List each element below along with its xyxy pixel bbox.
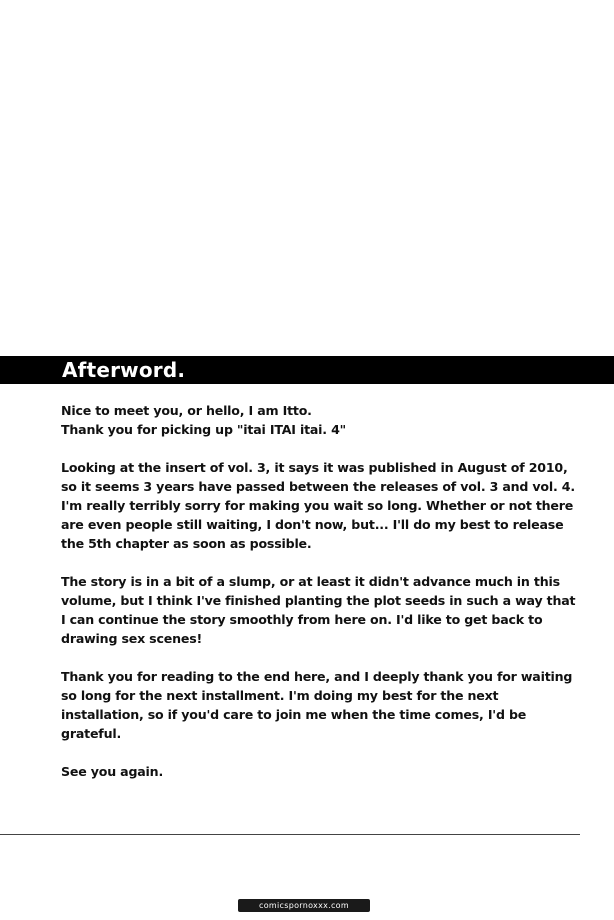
afterword-paragraph-greeting	[61, 401, 581, 439]
afterword-paragraph-release: Looking at the insert of vol. 3, it says it was published in August of 2010, so it seems 3 years have passed between the releases of vol. 3 and vol. 4. I'm really terribly sorry for making you wait so long. Whether or not there are even people still waiting, I don't now, but... I'll do my best to release the 5th chapter as soon as possible.	[61, 460, 575, 551]
afterword-paragraph-thanks: Thank you for reading to the end here, and I deeply thank you for waiting so long for the next installment. I'm doing my best for the next installation, so if you'd care to join me when the time comes, I'd be grateful.	[61, 669, 573, 741]
page-title: Afterword.	[62, 358, 186, 382]
greeting-line: Nice to meet you, or hello, I am Itto.	[61, 403, 312, 418]
afterword-paragraph-signoff: See you again.	[61, 764, 164, 779]
watermark-badge: comicspornoxxx.com	[238, 899, 370, 912]
afterword-paragraph-story: The story is in a bit of a slump, or at least it didn't advance much in this volume, but I think I've finished planting the plot seeds in such a way that I can continue the story smoothly from here on. I'd like to get back to drawing sex scenes!	[61, 574, 576, 646]
thanks-line: Thank you for picking up "itai ITAI itai. 4"	[61, 422, 346, 437]
footer-divider	[0, 834, 580, 835]
afterword-body	[61, 401, 581, 800]
afterword-header-bar	[0, 356, 614, 384]
